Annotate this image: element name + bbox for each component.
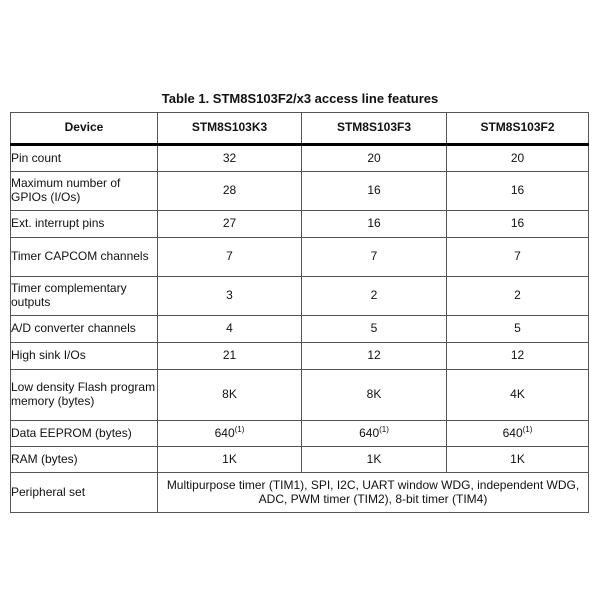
table-row-ad-converter-channels (11, 316, 589, 343)
table-row-timer-complementary-outputs (11, 277, 589, 316)
row-label: Peripheral set (11, 473, 158, 513)
row-value: 21 (158, 343, 302, 370)
row-value: 2 (447, 277, 589, 316)
row-label: Timer CAPCOM channels (11, 238, 158, 277)
row-label: High sink I/Os (11, 343, 158, 370)
row-value: 32 (158, 145, 302, 172)
row-value: 16 (302, 172, 447, 211)
row-value: 28 (158, 172, 302, 211)
row-value: 12 (302, 343, 447, 370)
row-value: 1K (447, 447, 589, 473)
footnote-marker: (1) (522, 424, 533, 434)
table-row-timer-capcom-channels (11, 238, 589, 277)
row-value: 1K (302, 447, 447, 473)
row-label: Data EEPROM (bytes) (11, 421, 158, 447)
row-value: 8K (302, 370, 447, 421)
row-label: Ext. interrupt pins (11, 211, 158, 238)
row-value: 4 (158, 316, 302, 343)
table-row-flash-program-memory (11, 370, 589, 421)
row-value (158, 421, 302, 447)
peripheral-set-value: Multipurpose timer (TIM1), SPI, I2C, UART window WDG, independent WDG, ADC, PWM timer (TIM2), 8-bit timer (TIM4) (158, 473, 589, 513)
row-value: 27 (158, 211, 302, 238)
row-label: RAM (bytes) (11, 447, 158, 473)
row-value: 16 (447, 172, 589, 211)
row-label: Timer complementary outputs (11, 277, 158, 316)
row-value: 12 (447, 343, 589, 370)
row-label: Pin count (11, 145, 158, 172)
row-label: Maximum number of GPIOs (I/Os) (11, 172, 158, 211)
row-value (447, 421, 589, 447)
row-label: A/D converter channels (11, 316, 158, 343)
column-header-stm8s103f3: STM8S103F3 (302, 113, 447, 145)
row-label: Low density Flash program memory (bytes) (11, 370, 158, 421)
row-value: 5 (447, 316, 589, 343)
column-header-device: Device (11, 113, 158, 145)
eeprom-value: 640 (502, 425, 523, 440)
row-value: 20 (302, 145, 447, 172)
eeprom-value: 640 (214, 425, 235, 440)
row-value: 7 (302, 238, 447, 277)
row-value: 8K (158, 370, 302, 421)
row-value: 16 (302, 211, 447, 238)
row-value: 3 (158, 277, 302, 316)
row-value: 7 (158, 238, 302, 277)
table-row-data-eeprom (11, 421, 589, 447)
table-row-high-sink-ios (11, 343, 589, 370)
footnote-marker: (1) (234, 424, 245, 434)
row-value: 20 (447, 145, 589, 172)
row-value: 7 (447, 238, 589, 277)
row-value: 1K (158, 447, 302, 473)
column-header-stm8s103k3: STM8S103K3 (158, 113, 302, 145)
column-header-stm8s103f2: STM8S103F2 (447, 113, 589, 145)
row-value: 5 (302, 316, 447, 343)
table-row-ext-interrupt-pins (11, 211, 589, 238)
header-row (11, 113, 589, 145)
row-value: 16 (447, 211, 589, 238)
table-title: Table 1. STM8S103F2/x3 access line features (161, 91, 439, 106)
row-value: 4K (447, 370, 589, 421)
table-row-peripheral-set (11, 473, 589, 513)
table-row-ram (11, 447, 589, 473)
eeprom-value: 640 (359, 425, 380, 440)
row-value (302, 421, 447, 447)
footnote-marker: (1) (379, 424, 389, 434)
row-value: 2 (302, 277, 447, 316)
features-table (10, 112, 589, 513)
table-row-pin-count (11, 145, 589, 172)
table-row-max-gpios (11, 172, 589, 211)
